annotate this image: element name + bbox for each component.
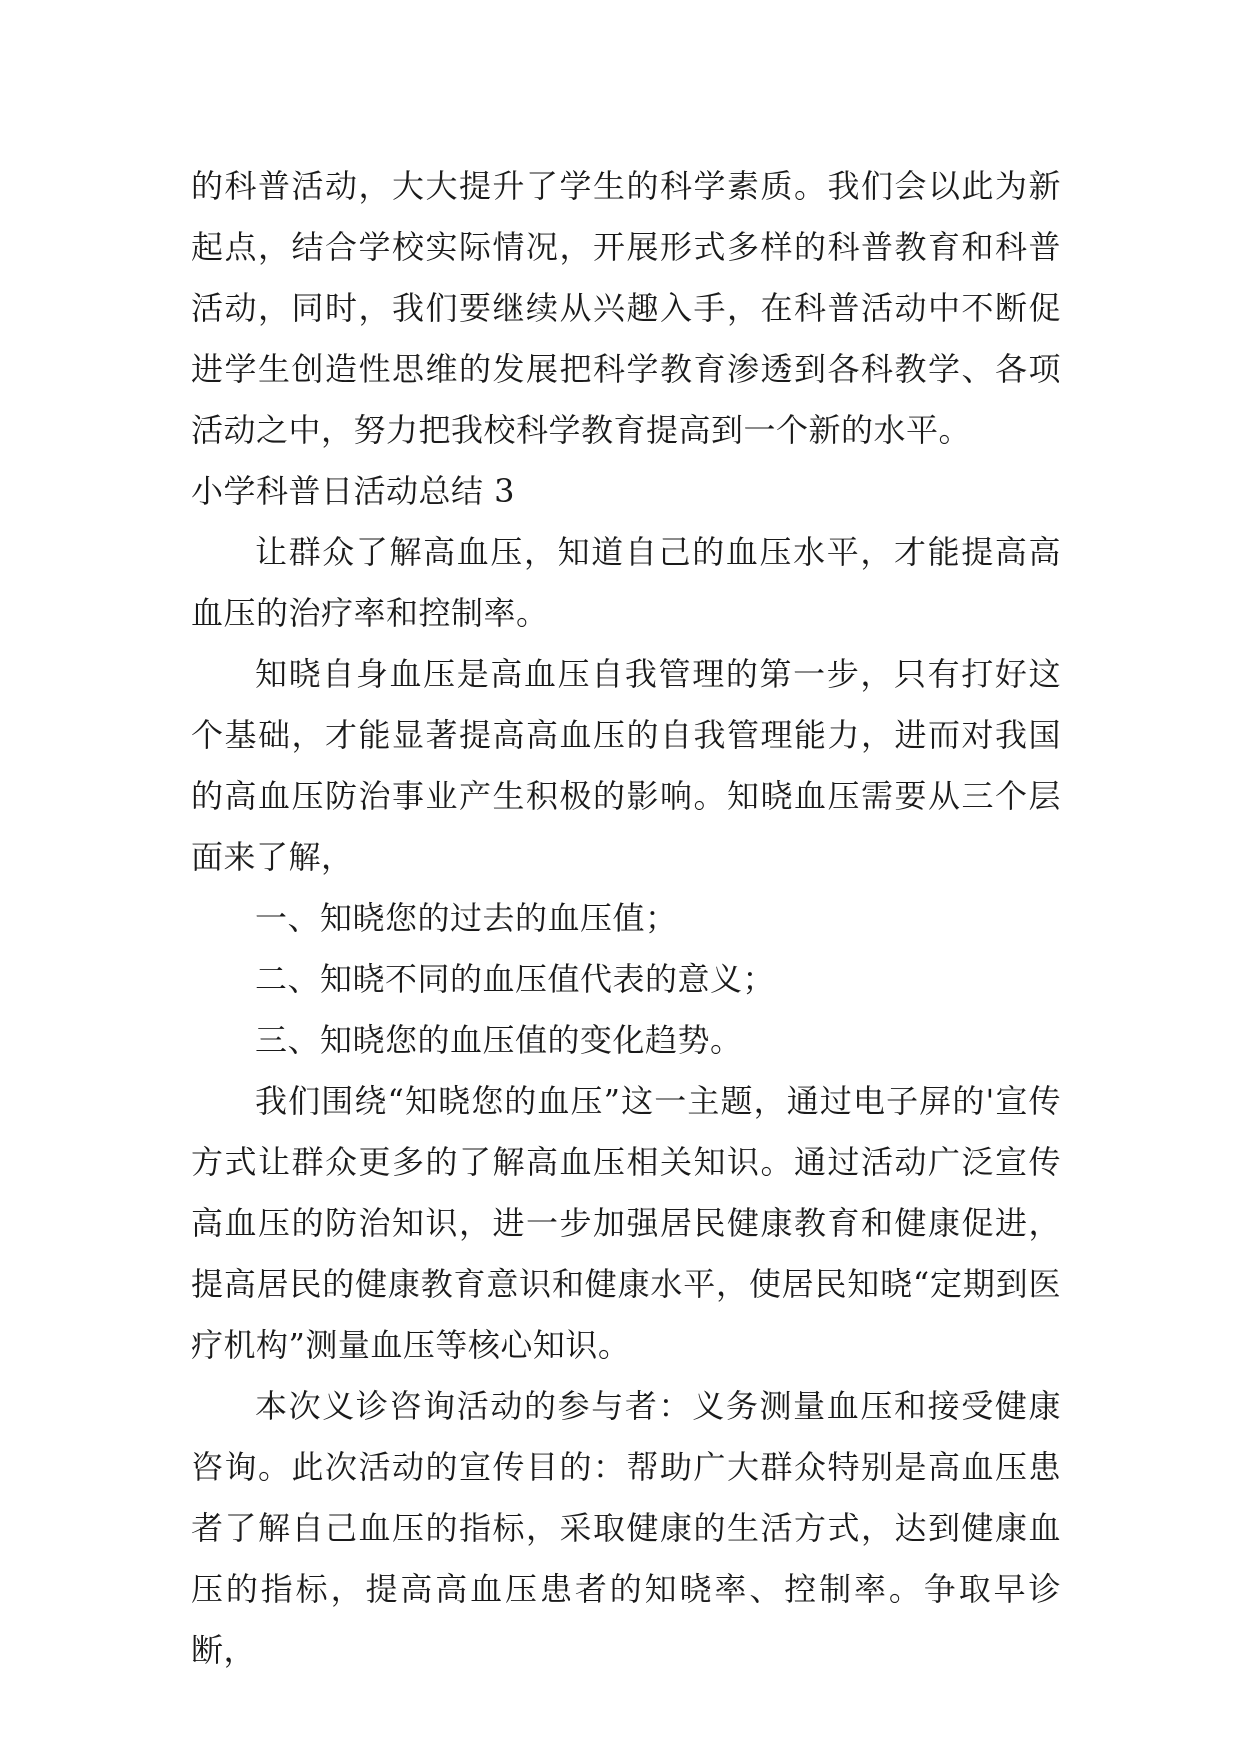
- paragraph: 本次义诊咨询活动的参与者：义务测量血压和接受健康咨询。此次活动的宣传目的：帮助广大群众特别是高血压患者了解自己血压的指标，采取健康的生活方式，达到健康血压的指标，提高高血压患者的知晓率、控制率。争取早诊断，: [191, 1387, 1061, 1669]
- list-item: 三、知晓您的血压值的变化趋势。: [255, 1021, 743, 1059]
- section-heading: 小学科普日活动总结 3: [191, 472, 516, 510]
- paragraph-continuation: 的科普活动，大大提升了学生的科学素质。我们会以此为新起点，结合学校实际情况，开展形式多样的科普教育和科普活动，同时，我们要继续从兴趣入手，在科普活动中不断促进学生创造性思维的发展把科学教育渗透到各科教学、各项活动之中，努力把我校科学教育提高到一个新的水平。: [191, 167, 1061, 449]
- paragraph: 知晓自身血压是高血压自我管理的第一步，只有打好这个基础，才能显著提高高血压的自我管理能力，进而对我国的高血压防治事业产生积极的影响。知晓血压需要从三个层面来了解，: [191, 655, 1061, 876]
- list-item: 一、知晓您的过去的血压值；: [255, 899, 678, 937]
- paragraph: 我们围绕“知晓您的血压”这一主题，通过电子屏的'宣传方式让群众更多的了解高血压相关知识。通过活动广泛宣传高血压的防治知识，进一步加强居民健康教育和健康促进，提高居民的健康教育意识和健康水平，使居民知晓“定期到医疗机构”测量血压等核心知识。: [191, 1082, 1061, 1364]
- paragraph: 让群众了解高血压，知道自己的血压水平，才能提高高血压的治疗率和控制率。: [191, 533, 1061, 632]
- list-item: 二、知晓不同的血压值代表的意义；: [255, 960, 776, 998]
- document-body: [191, 156, 1061, 1681]
